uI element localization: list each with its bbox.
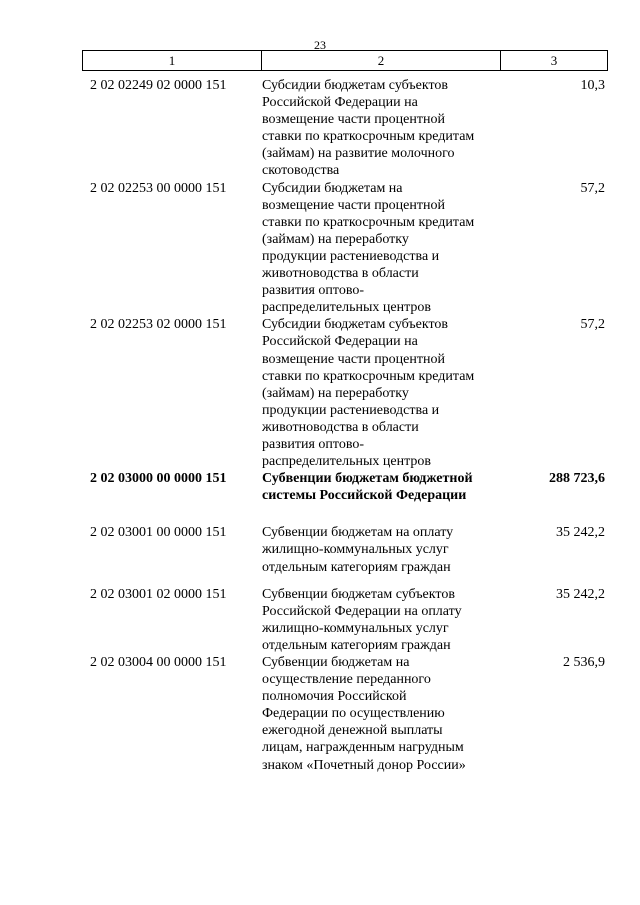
revenue-name-cell (262, 180, 500, 317)
revenue-name-line: развития оптово- (262, 283, 364, 299)
revenue-name-line: осуществление переданного (262, 672, 431, 688)
table-header (82, 50, 608, 71)
revenue-name-line: жилищно-коммунальных услуг (262, 542, 449, 558)
column-header-3: 3 (500, 51, 607, 70)
budget-code-cell: 2 02 03004 00 0000 151 (90, 655, 227, 670)
revenue-name-line: лицам, награжденным нагрудным (262, 740, 464, 756)
revenue-name-cell (262, 586, 500, 654)
table-row (90, 654, 605, 774)
revenue-name-line: ставки по краткосрочным кредитам (262, 368, 475, 384)
revenue-name-line: Субвенции бюджетам бюджетной (262, 471, 473, 487)
budget-code-cell: 2 02 02253 02 0000 151 (90, 317, 227, 333)
revenue-name-line: возмещение части процентной (262, 197, 445, 213)
amount-cell: 10,3 (580, 78, 605, 93)
budget-code-cell: 2 02 03000 00 0000 151 (90, 471, 227, 487)
revenue-name-line: Субвенции бюджетам на (262, 655, 410, 670)
revenue-name-line: ставки по краткосрочным кредитам (262, 214, 475, 230)
amount-cell: 57,2 (580, 180, 605, 196)
revenue-name-line: знаком «Почетный донор России» (262, 757, 466, 773)
revenue-name-line: (займам) на переработку (262, 385, 409, 401)
revenue-name-line: возмещение части процентной (262, 351, 445, 367)
revenue-name-line: ежегодной денежной выплаты (262, 723, 443, 739)
table-row (90, 524, 605, 575)
budget-code-cell: 2 02 02249 02 0000 151 (90, 78, 227, 93)
revenue-name-line: возмещение части процентной (262, 112, 445, 128)
revenue-name-line: жилищно-коммунальных услуг (262, 620, 449, 636)
revenue-name-line: Субвенции бюджетам субъектов (262, 586, 455, 602)
revenue-name-line: животноводства в области (262, 266, 419, 282)
revenue-name-cell (262, 470, 500, 504)
amount-cell: 35 242,2 (556, 586, 605, 602)
budget-code-cell: 2 02 02253 00 0000 151 (90, 180, 227, 196)
budget-code-cell: 2 02 03001 00 0000 151 (90, 525, 227, 541)
revenue-name-line: скотоводства (262, 163, 340, 179)
revenue-name-line: животноводства в области (262, 419, 419, 435)
page-number: 23 (314, 38, 326, 52)
revenue-name-cell (262, 316, 500, 470)
table-row (90, 77, 605, 180)
revenue-name-line: ставки по краткосрочным кредитам (262, 129, 475, 145)
revenue-name-line: распределительных центров (262, 454, 431, 470)
budget-code-cell: 2 02 03001 02 0000 151 (90, 586, 227, 602)
amount-cell: 57,2 (580, 317, 605, 333)
amount-cell: 35 242,2 (556, 525, 605, 541)
table-row (90, 180, 605, 317)
revenue-name-line: (займам) на переработку (262, 231, 409, 247)
table-row (90, 586, 605, 654)
revenue-name-line: Субсидии бюджетам субъектов (262, 78, 449, 93)
revenue-name-line: Федерации по осуществлению (262, 706, 445, 722)
revenue-name-line: Субсидии бюджетам на (262, 180, 403, 196)
amount-cell: 2 536,9 (563, 655, 605, 670)
revenue-name-line: отдельным категориям граждан (262, 559, 451, 575)
revenue-name-line: полномочия Российской (262, 689, 407, 705)
revenue-name-line: отдельным категориям граждан (262, 637, 451, 653)
amount-cell: 288 723,6 (549, 471, 605, 487)
revenue-name-line: Российской Федерации на оплату (262, 603, 462, 619)
revenue-name-line: продукции растениеводства и (262, 402, 440, 418)
revenue-name-line: Российской Федерации на (262, 334, 418, 350)
revenue-name-line: распределительных центров (262, 300, 431, 316)
revenue-name-line: Российской Федерации на (262, 95, 418, 111)
column-header-2: 2 (261, 51, 500, 70)
revenue-name-line: (займам) на развитие молочного (262, 146, 455, 162)
revenue-name-line: продукции растениеводства и (262, 248, 440, 264)
revenue-name-line: системы Российской Федерации (262, 488, 467, 504)
table-body (90, 77, 605, 774)
table-row (90, 316, 605, 470)
revenue-name-line: Субвенции бюджетам на оплату (262, 525, 454, 541)
revenue-name-cell (262, 654, 500, 774)
column-header-1: 1 (168, 53, 176, 68)
revenue-name-cell (262, 524, 500, 575)
revenue-name-line: Субсидии бюджетам субъектов (262, 317, 449, 333)
table-row (90, 470, 605, 504)
revenue-name-cell (262, 77, 500, 180)
revenue-name-line: развития оптово- (262, 436, 364, 452)
